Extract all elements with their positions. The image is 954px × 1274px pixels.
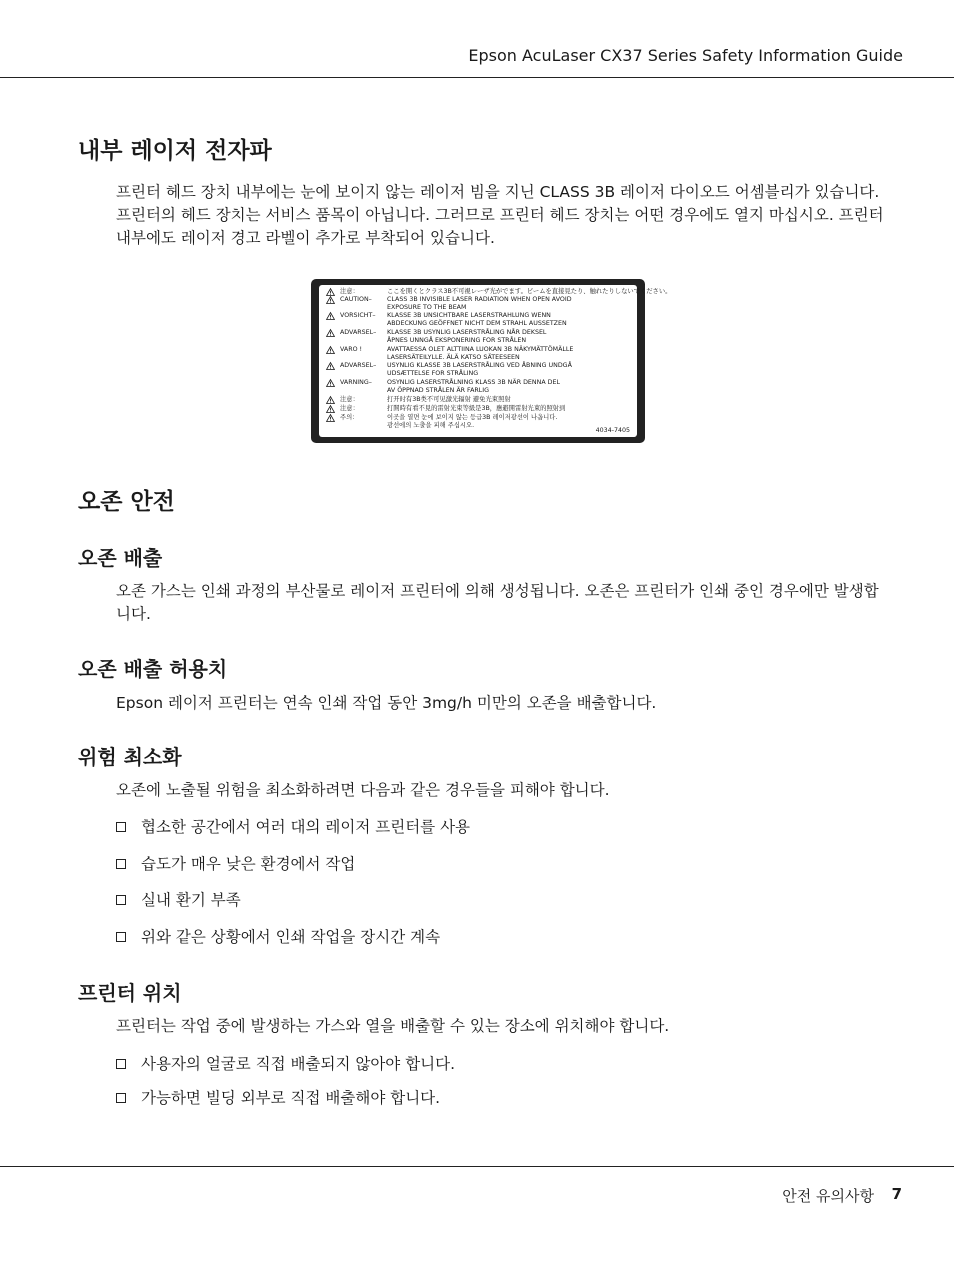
label-row-text: UDSÆTTELSE FOR STRÅLING xyxy=(387,369,479,377)
warning-triangle-icon xyxy=(326,414,335,422)
subsection-title-printer-location: 프린터 위치 xyxy=(78,981,182,1005)
warning-triangle-icon xyxy=(326,329,335,337)
list-item: 실내 환기 부족 xyxy=(116,889,241,911)
label-row-text: AVATTAESSA OLET ALTTIINA LUOKAN 3B NÄKYMÄTTÖMÄLLE xyxy=(387,346,574,353)
label-row-key: VORSICHT– xyxy=(340,312,376,319)
label-row-text: AV ÖPPNAD STRÅLEN ÄR FARLIG xyxy=(387,386,490,394)
label-row-text: ÅPNES UNNGÅ EKSPONERING FOR STRÅLEN xyxy=(387,336,527,344)
header-rule xyxy=(0,77,954,78)
subsection-title-ozone-emission: 오존 배출 xyxy=(78,546,163,570)
subsection-title-minimize-risk: 위험 최소화 xyxy=(78,745,182,769)
checkbox-bullet-icon xyxy=(116,822,126,832)
label-row-text: CLASS 3B INVISIBLE LASER RADIATION WHEN OPEN AVOID xyxy=(387,296,572,303)
label-row-text: ABDECKUNG GEÖFFNET NICHT DEM STRAHL AUSSETZEN xyxy=(387,319,567,327)
laser-paragraph: 프린터 헤드 장치 내부에는 눈에 보이지 않는 레이저 빔을 지닌 CLASS 3B 레이저 다이오드 어셈블리가 있습니다. 프린터의 헤드 장치는 서비스 품목이 아닙니다. 그러므로 프린터 헤드 장치는 어떤 경우에도 열지 마십시오. 프린터 내부에도 레이저 경고 라벨이 추가로 부착되어 있습니다. xyxy=(116,183,884,247)
printer-location-paragraph: 프린터는 작업 중에 발생하는 가스와 열을 배출할 수 있는 장소에 위치해야 합니다. xyxy=(116,1017,670,1035)
checkbox-bullet-icon xyxy=(116,1059,126,1069)
list-item: 사용자의 얼굴로 직접 배출되지 않아야 합니다. xyxy=(116,1053,455,1075)
minimize-risk-paragraph: 오존에 노출될 위험을 최소화하려면 다음과 같은 경우들을 피해야 합니다. xyxy=(116,781,610,799)
label-row-key: 주의： xyxy=(340,414,359,421)
warning-triangle-icon xyxy=(326,312,335,320)
label-row-key: VARNING– xyxy=(340,379,372,386)
label-row-key: CAUTION– xyxy=(340,296,372,303)
list-item: 가능하면 빌딩 외부로 직접 배출해야 합니다. xyxy=(116,1087,440,1109)
document-header-title: Epson AcuLaser CX37 Series Safety Information Guide xyxy=(468,46,903,65)
label-row-text: 打開時有看不見的雷射光束等級是3B，應避開雷射光束的照射到 xyxy=(387,405,566,412)
subsection-title-ozone-limit: 오존 배출 허용치 xyxy=(78,657,228,681)
warning-triangle-icon xyxy=(326,288,335,296)
laser-warning-label xyxy=(311,279,672,443)
warning-triangle-icon xyxy=(326,396,335,404)
warning-triangle-icon xyxy=(326,296,335,304)
label-row-key: 注意： xyxy=(340,288,359,295)
label-row-key: ADVARSEL– xyxy=(340,362,377,369)
label-row-key: VARO ! xyxy=(340,346,363,353)
ozone-emission-paragraph: 오존 가스는 인쇄 과정의 부산물로 레이저 프린터에 의해 생성됩니다. 오존은 프린터가 인쇄 중인 경우에만 발생합니다. xyxy=(116,582,879,623)
label-row-key: 注意： xyxy=(340,405,359,412)
label-row-text: 打开时有3B类不可见激光辐射 避免光束照射 xyxy=(387,396,511,403)
warning-triangle-icon xyxy=(326,379,335,387)
label-row-text: 광선에의 노출을 피해 주십시오. xyxy=(387,421,475,429)
label-row-text: KLASSE 3B USYNLIG LASERSTRÅLING NÅR DEKSEL xyxy=(387,329,547,336)
page-number: 7 xyxy=(891,1185,902,1203)
list-item: 협소한 공간에서 여러 대의 레이저 프린터를 사용 xyxy=(116,816,470,838)
section-title-ozone: 오존 안전 xyxy=(78,489,175,515)
label-row-text: LASERSÄTEILYLLE. ÄLÄ KATSO SÄTEESEEN xyxy=(387,353,520,361)
list-item: 습도가 매우 낮은 환경에서 작업 xyxy=(116,853,355,875)
label-row-text: 이곳을 열면 눈에 보이지 않는 등급3B 레이저광선이 나옵니다. xyxy=(387,414,558,421)
footer-rule xyxy=(0,1166,954,1167)
label-row-key: ADVARSEL– xyxy=(340,329,377,336)
label-row-text: USYNLIG KLASSE 3B LASERSTRÅLING VED ÅBNING UNDGÅ xyxy=(387,362,572,369)
checkbox-bullet-icon xyxy=(116,932,126,942)
footer-section-label: 안전 유의사항 xyxy=(782,1187,874,1205)
label-row-text: KLASSE 3B UNSICHTBARE LASERSTRAHLUNG WENN xyxy=(387,312,551,319)
label-row-key: 注意： xyxy=(340,396,359,403)
warning-triangle-icon xyxy=(326,362,335,370)
checkbox-bullet-icon xyxy=(116,1093,126,1103)
list-item: 위와 같은 상황에서 인쇄 작업을 장시간 계속 xyxy=(116,926,440,948)
warning-triangle-icon xyxy=(326,346,335,354)
checkbox-bullet-icon xyxy=(116,895,126,905)
warning-triangle-icon xyxy=(326,405,335,413)
ozone-limit-paragraph: Epson 레이저 프린터는 연속 인쇄 작업 동안 3mg/h 미만의 오존을 배출합니다. xyxy=(116,694,657,712)
checkbox-bullet-icon xyxy=(116,859,126,869)
label-code: 4034-7405 xyxy=(595,427,630,434)
label-row-text: ここを開くとクラス3B不可視レーザ光がでます。ビームを直接見たり、触れたりしないでください。 xyxy=(387,288,672,295)
section-title-laser: 내부 레이저 전자파 xyxy=(78,138,272,164)
label-row-text: OSYNLIG LASERSTRÅLNING KLASS 3B NÄR DENNA DEL xyxy=(387,379,560,386)
label-row-text: EXPOSURE TO THE BEAM xyxy=(387,303,467,311)
